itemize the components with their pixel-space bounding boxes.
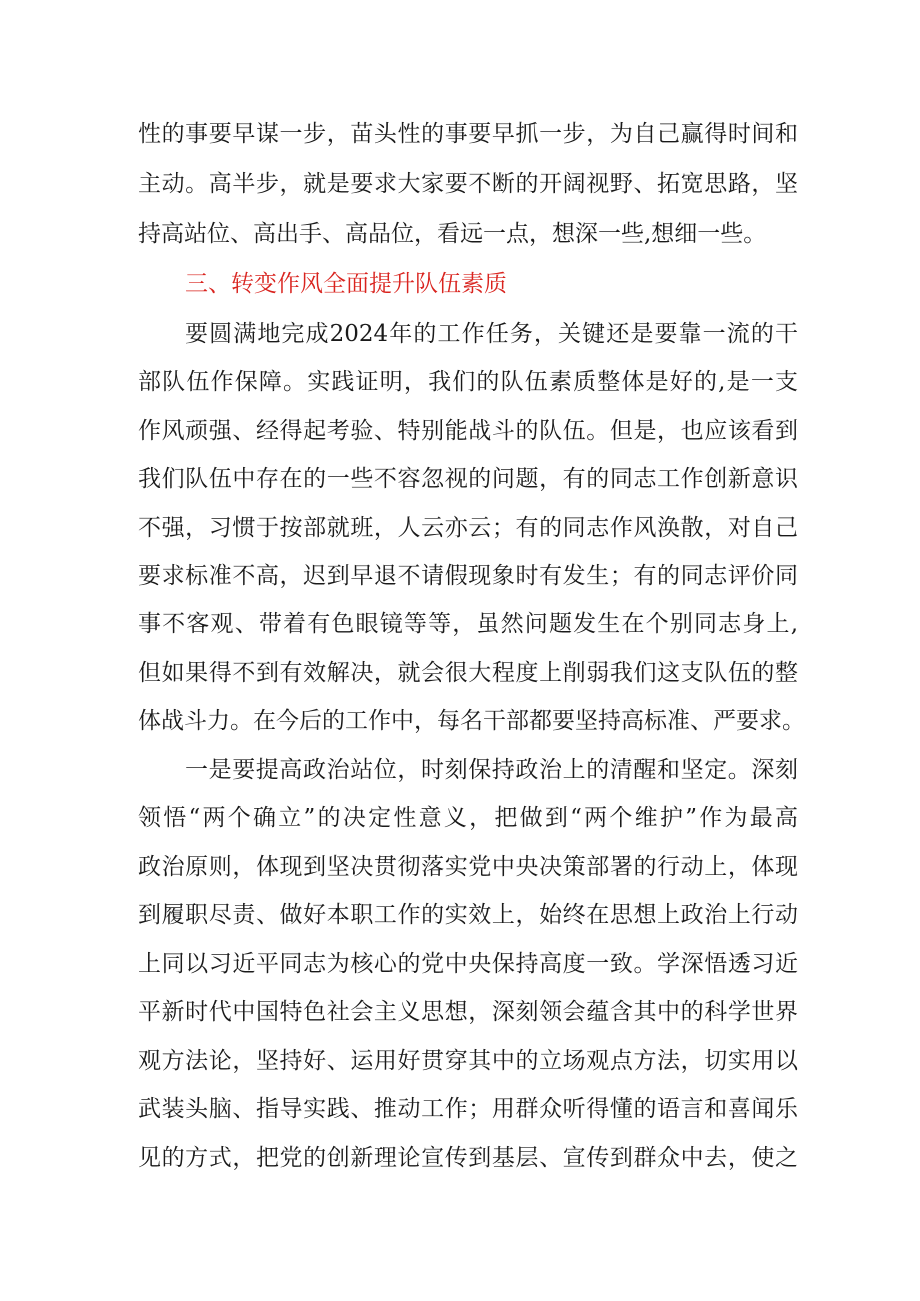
paragraph-line: 观方法论，坚持好、运用好贯穿其中的立场观点方法，切实用以 [138,1048,798,1074]
paragraph-line: 体战斗力。在今后的工作中，每名干部都要坚持高标准、严要求。 [138,708,805,734]
paragraph-line: 作风顽强、经得起考验、特别能战斗的队伍。但是，也应该看到 [138,418,798,444]
paragraph-line: 到履职尽责、做好本职工作的实效上，始终在思想上政治上行动 [138,902,798,928]
paragraph-line: 我们队伍中存在的一些不容忽视的问题，有的同志工作创新意识 [138,466,798,492]
paragraph-line: 要求标准不高，迟到早退不请假现象时有发生；有的同志评价同 [138,563,798,589]
paragraph-line: 事不客观、带着有色眼镜等等，虽然问题发生在个别同志身上, [138,611,798,637]
paragraph-line: 但如果得不到有效解决，就会很大程度上削弱我们这支队伍的整 [138,660,798,686]
paragraph-line: 不强，习惯于按部就班，人云亦云；有的同志作风涣散，对自己 [138,515,798,541]
paragraph-line: 武装头脑、指导实践、推动工作；用群众听得懂的语言和喜闻乐 [138,1096,798,1122]
paragraph-line: 见的方式，把党的创新理论宣传到基层、宣传到群众中去，使之 [138,1145,798,1171]
paragraph-line: 平新时代中国特色社会主义思想，深刻领会蕴含其中的科学世界 [138,999,798,1025]
section-heading: 三、转变作风全面提升队伍素质 [185,271,507,297]
paragraph-line: 性的事要早谋一步，苗头性的事要早抓一步，为自己赢得时间和 [138,121,798,147]
paragraph-line: 领悟“两个确立”的决定性意义，把做到“两个维护”作为最高 [138,805,798,831]
paragraph-line: 要圆满地完成2024年的工作任务，关键还是要靠一流的干 [185,321,798,347]
paragraph-line: 持高站位、高出手、高品位，看远一点，想深一些,想细一些。 [138,221,767,247]
paragraph-line: 一是要提高政治站位，时刻保持政治上的清醒和坚定。深刻 [185,757,798,783]
paragraph-line: 政治原则，体现到坚决贯彻落实党中央决策部署的行动上，体现 [138,854,798,880]
paragraph-line: 部队伍作保障。实践证明，我们的队伍素质整体是好的,是一支 [138,369,798,395]
paragraph-line: 主动。高半步，就是要求大家要不断的开阔视野、拓宽思路，坚 [138,171,798,197]
paragraph-line: 上同以习近平同志为核心的党中央保持高度一致。学深悟透习近 [138,951,798,977]
